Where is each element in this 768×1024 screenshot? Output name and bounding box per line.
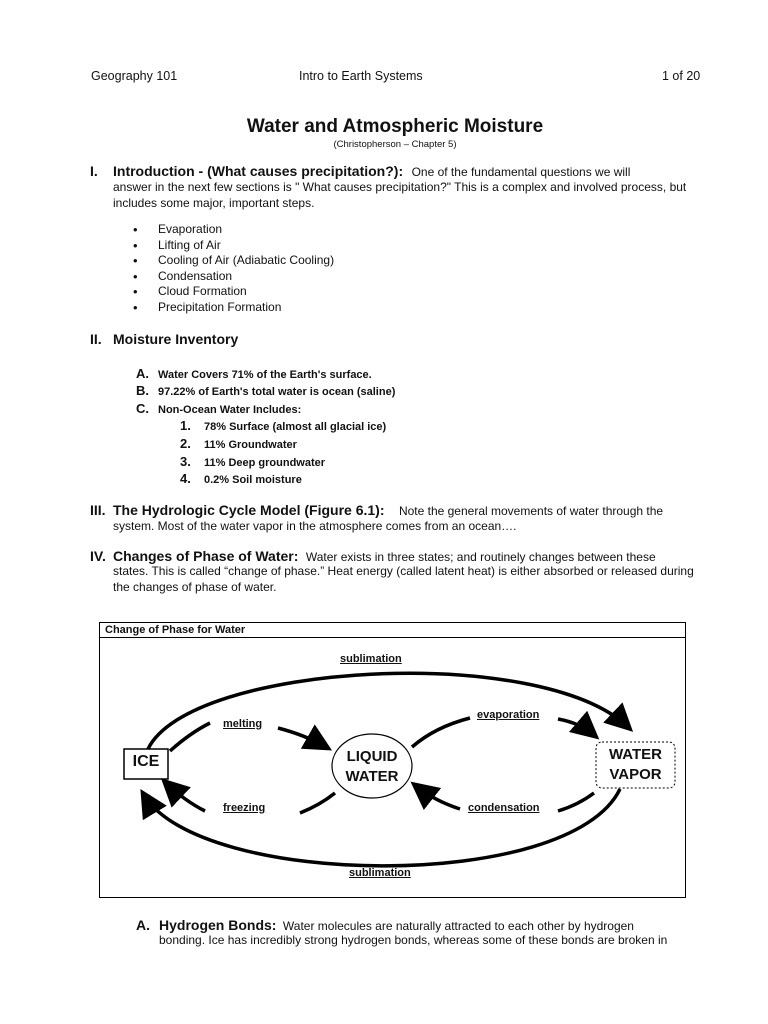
subitem-number: 1. xyxy=(180,418,191,433)
item-text: Non-Ocean Water Includes: xyxy=(158,404,302,416)
inventory-subitem xyxy=(180,436,297,451)
section-2-heading: Moisture Inventory xyxy=(113,331,239,347)
liquid-label-line1: LIQUID xyxy=(346,748,398,765)
section-1-line1 xyxy=(113,163,630,181)
section-2-number: II. xyxy=(90,331,102,347)
sublimation-bottom-label: sublimation xyxy=(349,867,411,879)
liquid-water-label xyxy=(332,747,412,787)
section-1-heading: Introduction - (What causes precipitation?): xyxy=(113,163,404,179)
page-subtitle: (Christopherson – Chapter 5) xyxy=(333,139,457,150)
subitem-text: 0.2% Soil moisture xyxy=(204,474,302,486)
phase-change-figure xyxy=(99,622,686,898)
section-3-line1 xyxy=(113,502,663,520)
condensation-label: condensation xyxy=(468,802,540,814)
section-a-text-line2: bonding. Ice has incredibly strong hydrogen bonds, whereas some of these bonds are broken in xyxy=(159,933,668,947)
section-4-text-line1: Water exists in three states; and routinely changes between these xyxy=(305,550,656,564)
inventory-subitem xyxy=(180,454,325,469)
bullet-item: • Evaporation xyxy=(113,222,334,238)
ice-label: ICE xyxy=(132,753,160,770)
subitem-text: 11% Groundwater xyxy=(204,439,297,451)
bullet-item: • Precipitation Formation xyxy=(113,300,334,316)
evaporation-arrow-tail xyxy=(412,718,470,747)
section-1-text-line1: One of the fundamental questions we will xyxy=(411,165,631,179)
item-text: Water Covers 71% of the Earth's surface. xyxy=(158,369,372,381)
section-a-letter: A. xyxy=(136,917,150,933)
inventory-item xyxy=(136,401,301,416)
subitem-number: 3. xyxy=(180,454,191,469)
section-4-text: states. This is called “change of phase.” Heat energy (called latent heat) is either absorbed or released during the changes of phase of water. xyxy=(113,564,694,594)
header-course: Geography 101 xyxy=(91,69,178,83)
subitem-text: 11% Deep groundwater xyxy=(204,457,326,469)
bullet-item: • Lifting of Air xyxy=(113,238,334,254)
inventory-subitem xyxy=(180,418,386,433)
subitem-number: 4. xyxy=(180,471,191,486)
section-a-heading: Hydrogen Bonds: xyxy=(159,917,277,933)
vapor-label-line2: VAPOR xyxy=(609,766,662,783)
sublimation-top-label: sublimation xyxy=(340,653,402,665)
bullet-item: • Condensation xyxy=(113,269,334,285)
freezing-arrow-tail xyxy=(300,793,335,813)
freezing-arrow xyxy=(166,783,205,811)
melting-arrow-tail xyxy=(170,723,210,751)
vapor-label-line1: WATER xyxy=(608,746,663,763)
section-1-bullet-list xyxy=(113,222,334,315)
item-text: 97.22% of Earth's total water is ocean (saline) xyxy=(158,386,396,398)
item-letter: A. xyxy=(136,366,149,381)
section-4-heading: Changes of Phase of Water: xyxy=(113,548,299,564)
section-4-number: IV. xyxy=(90,548,106,564)
melting-arrow xyxy=(278,728,326,747)
inventory-subitem xyxy=(180,471,302,486)
condensation-arrow-tail xyxy=(558,793,594,811)
evaporation-arrow xyxy=(558,719,594,735)
section-3-number: III. xyxy=(90,502,106,518)
condensation-arrow xyxy=(416,786,460,809)
melting-label: melting xyxy=(223,718,263,730)
section-3-text-line1: Note the general movements of water through the xyxy=(398,504,664,518)
page-title: Water and Atmospheric Moisture xyxy=(246,116,544,137)
freezing-label: freezing xyxy=(223,802,266,814)
bullet-item: • Cloud Formation xyxy=(113,284,334,300)
section-3-heading: The Hydrologic Cycle Model (Figure 6.1): xyxy=(113,502,385,518)
subitem-number: 2. xyxy=(180,436,191,451)
bullet-item: • Cooling of Air (Adiabatic Cooling) xyxy=(113,253,334,269)
evaporation-label: evaporation xyxy=(477,709,540,721)
water-vapor-label xyxy=(596,745,675,785)
item-letter: C. xyxy=(136,401,149,416)
inventory-item xyxy=(136,383,395,398)
section-a-text-line1: Water molecules are naturally attracted to each other by hydrogen xyxy=(282,919,634,933)
header-page-number: 1 of 20 xyxy=(662,69,701,83)
figure-title: Change of Phase for Water xyxy=(100,623,685,638)
section-3-text: system. Most of the water vapor in the atmosphere comes from an ocean…. xyxy=(113,519,517,533)
inventory-item xyxy=(136,366,372,381)
sublimation-bottom-arrow xyxy=(144,789,620,866)
subitem-text: 78% Surface (almost all glacial ice) xyxy=(204,421,387,433)
header-topic: Intro to Earth Systems xyxy=(299,69,423,83)
section-1-number: I. xyxy=(90,163,98,179)
liquid-label-line2: WATER xyxy=(345,768,399,785)
item-letter: B. xyxy=(136,383,149,398)
section-1-text: answer in the next few sections is " What causes precipitation?" This is a complex and involved process, but includes some major, important steps. xyxy=(113,180,687,210)
